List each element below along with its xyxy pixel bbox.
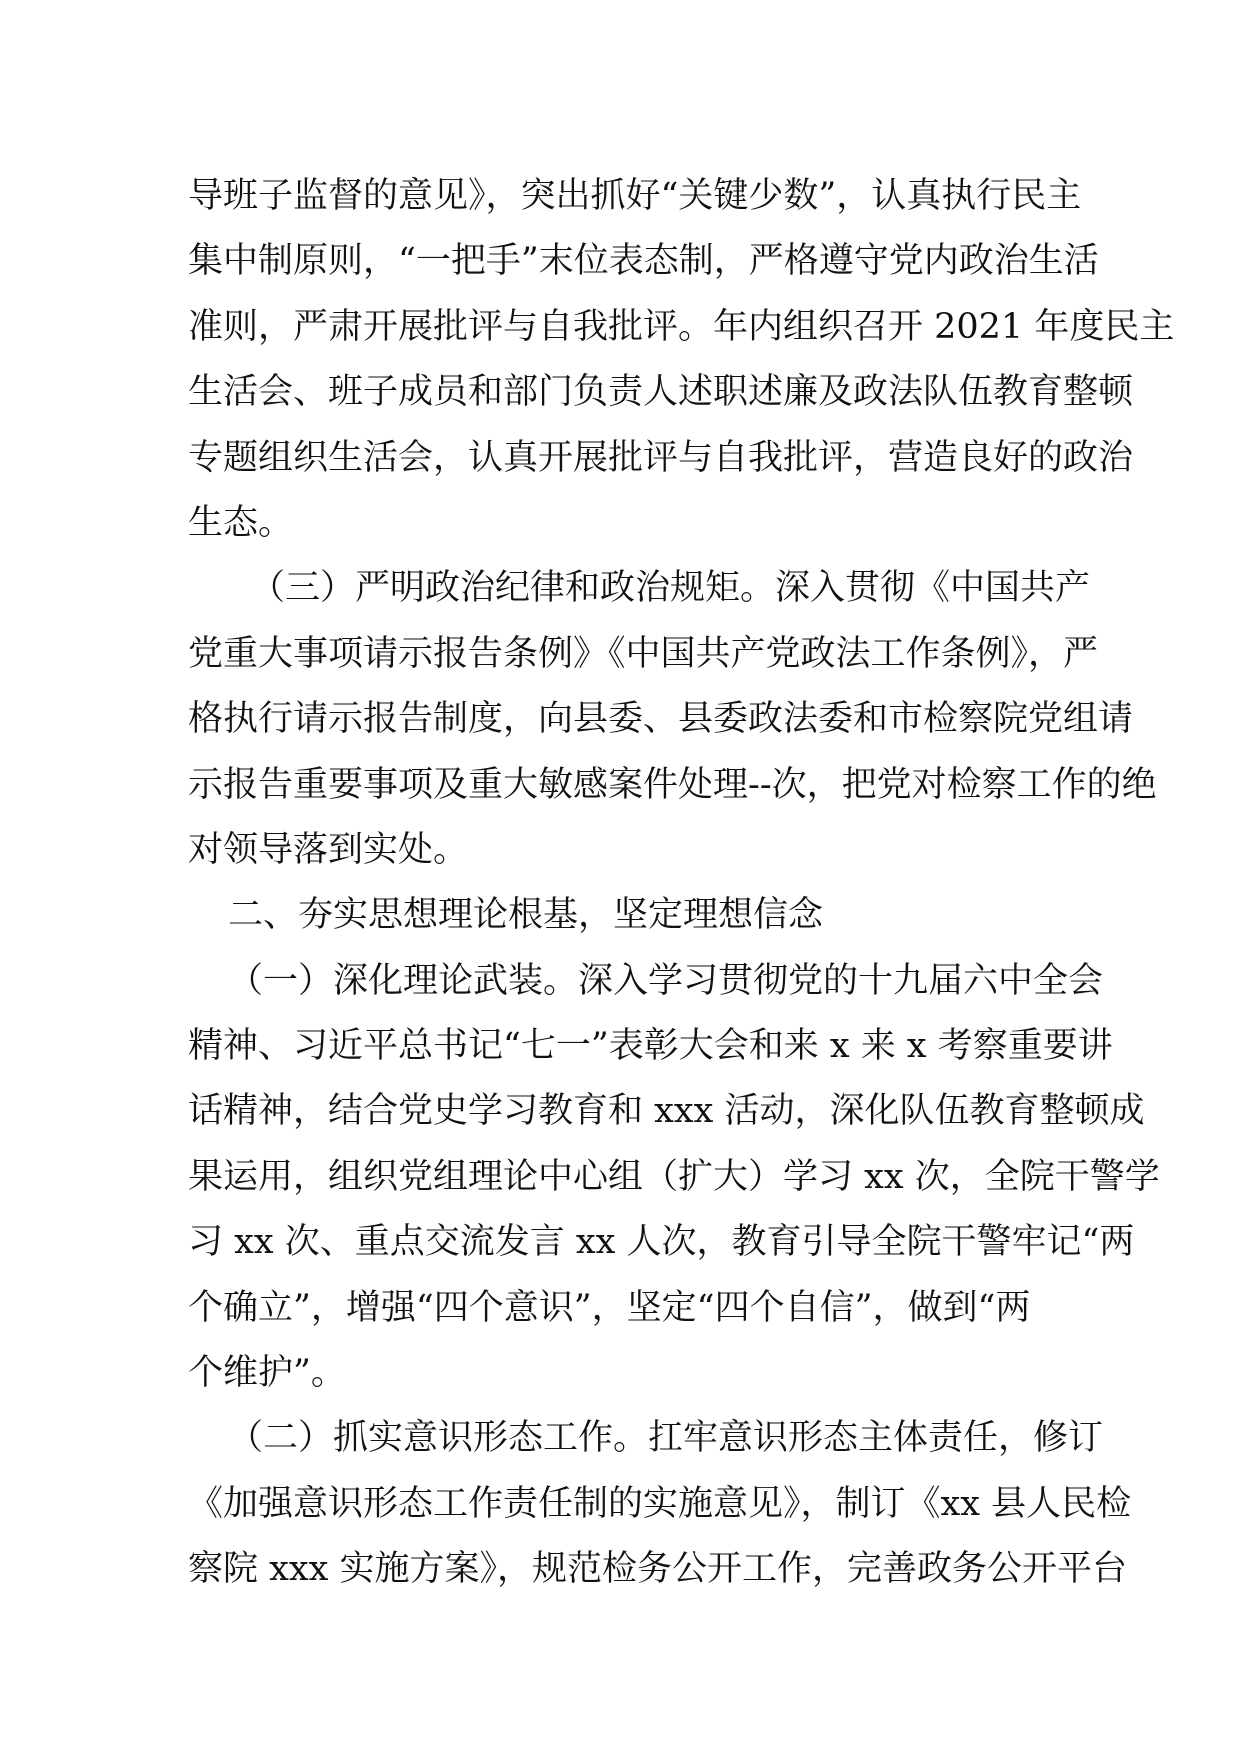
paragraph-theory-study (188, 949, 1160, 1407)
text-line: 导班子监督的意见》，突出抓好“关键少数”，认真执行民主 (188, 176, 1082, 216)
paragraph-political-discipline (188, 556, 1157, 883)
text-line: 格执行请示报告制度，向县委、县委政法委和市检察院党组请 (188, 699, 1134, 740)
text-line: 集中制原则，“一把手”末位表态制，严格遵守党内政治生活 (188, 241, 1099, 282)
paragraph-party-supervision (188, 164, 1175, 556)
section-heading-two (188, 883, 1060, 948)
text-line: 专题组织生活会，认真开展批评与自我批评，营造良好的政治 (188, 437, 1134, 478)
text-line: 生态。 (188, 502, 294, 543)
text-line: 习 xx 次、重点交流发言 xx 人次，教育引导全院干警牢记“两 (188, 1222, 1135, 1263)
text-line: 示报告重要事项及重大敏感案件处理--次，把党对检察工作的绝 (188, 764, 1157, 805)
text-line: 察院 xxx 实施方案》，规范检务公开工作，完善政务公开平台 (188, 1549, 1127, 1590)
document-body (188, 164, 1175, 1603)
text-line: 对领导落到实处。 (188, 829, 469, 870)
text-line: 生活会、班子成员和部门负责人述职述廉及政法队伍教育整顿 (188, 372, 1134, 413)
text-line: （三）严明政治纪律和政治规矩。深入贯彻《中国共产 (250, 568, 1091, 609)
text-line: 话精神，结合党史学习教育和 xxx 活动，深化队伍教育整顿成 (188, 1091, 1145, 1132)
text-line: （一）深化理论武装。深入学习贯彻党的十九届六中全会 (228, 960, 1104, 1001)
text-line: 个确立”，增强“四个意识”，坚定“四个自信”，做到“两 (188, 1287, 1031, 1328)
paragraph-ideology-work (188, 1406, 1132, 1602)
text-line: 精神、习近平总书记“七一”表彰大会和来 x 来 x 考察重要讲 (188, 1026, 1113, 1067)
text-line: （二）抓实意识形态工作。扛牢意识形态主体责任，修订 (228, 1418, 1104, 1459)
section-heading: 二、夯实思想理论根基，坚定理想信念 (228, 895, 824, 936)
text-line: 《加强意识形态工作责任制的实施意见》，制订《xx 县人民检 (188, 1483, 1132, 1524)
text-line: 准则，严肃开展批评与自我批评。年内组织召开 2021 年度民主 (188, 306, 1175, 347)
text-line: 果运用，组织党组理论中心组（扩大）学习 xx 次，全院干警学 (188, 1156, 1160, 1197)
text-line: 党重大事项请示报告条例》《中国共产党政法工作条例》，严 (188, 633, 1099, 674)
text-line: 个维护”。 (188, 1353, 346, 1394)
